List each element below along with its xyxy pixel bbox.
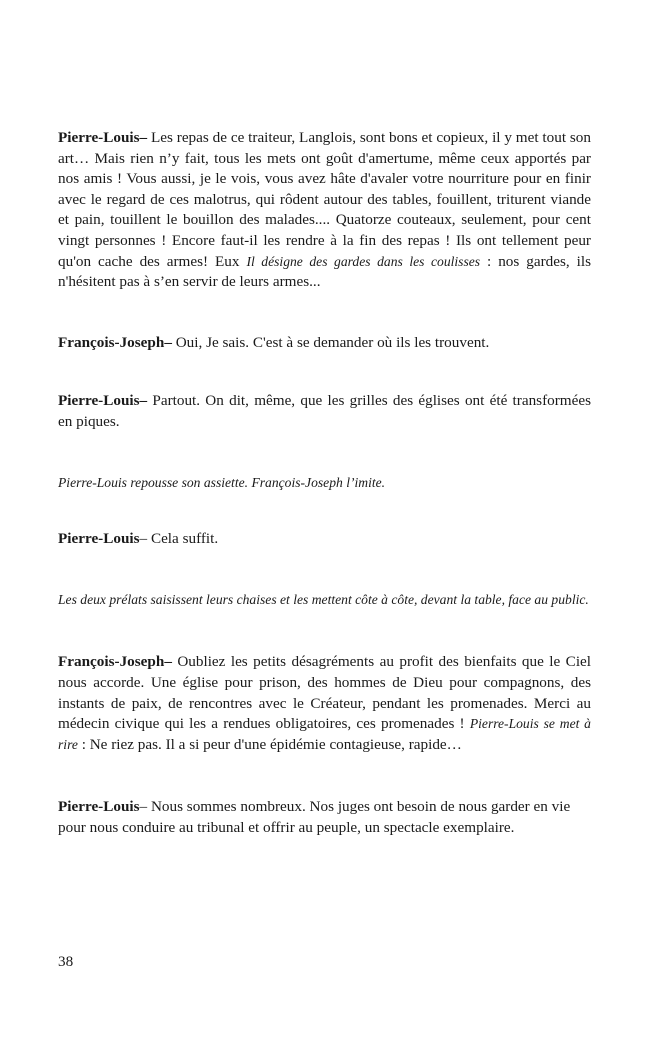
speaker-name: Pierre-Louis — [58, 129, 140, 146]
speaker-name: Pierre-Louis — [58, 798, 140, 816]
speaker-dash: – — [139, 530, 148, 548]
speech-block — [58, 128, 591, 293]
speaker-dash: – — [139, 392, 148, 410]
speech-block — [58, 391, 591, 432]
block-spacer — [58, 293, 591, 333]
speaker-dash: – — [164, 653, 172, 671]
speech-text: Les repas de ce traiteur, Langlois, sont bons et copieux, il y met tout son art… Mais rien n’y fait, tous les mets ont goût d'amertume, même ceux apportés par nos amis ! Vous aussi, je le vois, vous avez hâte d'avaler votre nourriture pour en finir avec le regard de ces malotrus, qui rôdent autour des tables, fouillent, triturent viande et pain, touillent le bouillon des malades.... Quatorze couteaux, seulement, pour cent vingt personnes ! Encore faut-il les rendre à la fin des repas ! Ils ont tellement peur qu'on cache des armes! Eux — [58, 129, 591, 270]
speech-block — [58, 529, 591, 550]
speech-block — [58, 652, 591, 755]
inline-stage-direction: Pierre-Louis se met à rire — [58, 716, 591, 752]
speaker-dash: – — [164, 333, 172, 351]
speech-text: Oui, Je sais. C'est à se demander où ils les trouvent. — [171, 333, 490, 351]
speaker-name: Pierre-Louis — [58, 530, 140, 548]
speaker-name: François-Joseph — [58, 333, 165, 351]
stage-direction: Les deux prélats saisissent leurs chaises et les mettent côte à côte, devant la table, face au public. — [58, 591, 589, 607]
speaker-dash: – — [139, 129, 148, 146]
speech-text: Oubliez les petits désagréments au profit des bienfaits que le Ciel nous accorde. Une église pour prison, des hommes de Dieu pour compagnons, des instants de paix, de rencontres avec le Créateur, pendant les promenades. Merci au médecin civique qui les a rendues obligatoires, ces promenades ! — [58, 653, 591, 733]
speaker-name: Pierre-Louis — [58, 392, 140, 410]
speech-text: Nous sommes nombreux. Nos juges ont besoin de nous garder en vie pour nous conduire au tribunal et offrir au peuple, un spectacle exemplaire. — [58, 798, 571, 836]
inline-stage-direction: Il désigne des gardes dans les coulisses — [246, 253, 481, 269]
block-spacer — [58, 433, 591, 473]
block-spacer — [58, 493, 591, 529]
block-spacer — [58, 610, 591, 652]
speech-text-continued: : nos gardes, ils n'hésitent pas à s’en servir de leurs armes... — [58, 252, 591, 291]
speech-text: Cela suffit. — [147, 530, 219, 548]
speaker-dash: – — [139, 798, 148, 816]
block-spacer — [58, 353, 591, 391]
speech-block — [58, 333, 591, 354]
speaker-name: François-Joseph — [58, 653, 165, 671]
page-number: 38 — [58, 953, 74, 970]
page-text-body — [58, 128, 591, 838]
speech-text-continued: : Ne riez pas. Il a si peur d'une épidémie contagieuse, rapide… — [77, 735, 462, 753]
stage-direction: Pierre-Louis repousse son assiette. François-Joseph l’imite. — [58, 474, 386, 490]
speech-text: Partout. On dit, même, que les grilles des églises ont été transformées en piques. — [58, 392, 591, 430]
block-spacer — [58, 550, 591, 590]
speech-block — [58, 797, 591, 838]
block-spacer — [58, 755, 591, 797]
